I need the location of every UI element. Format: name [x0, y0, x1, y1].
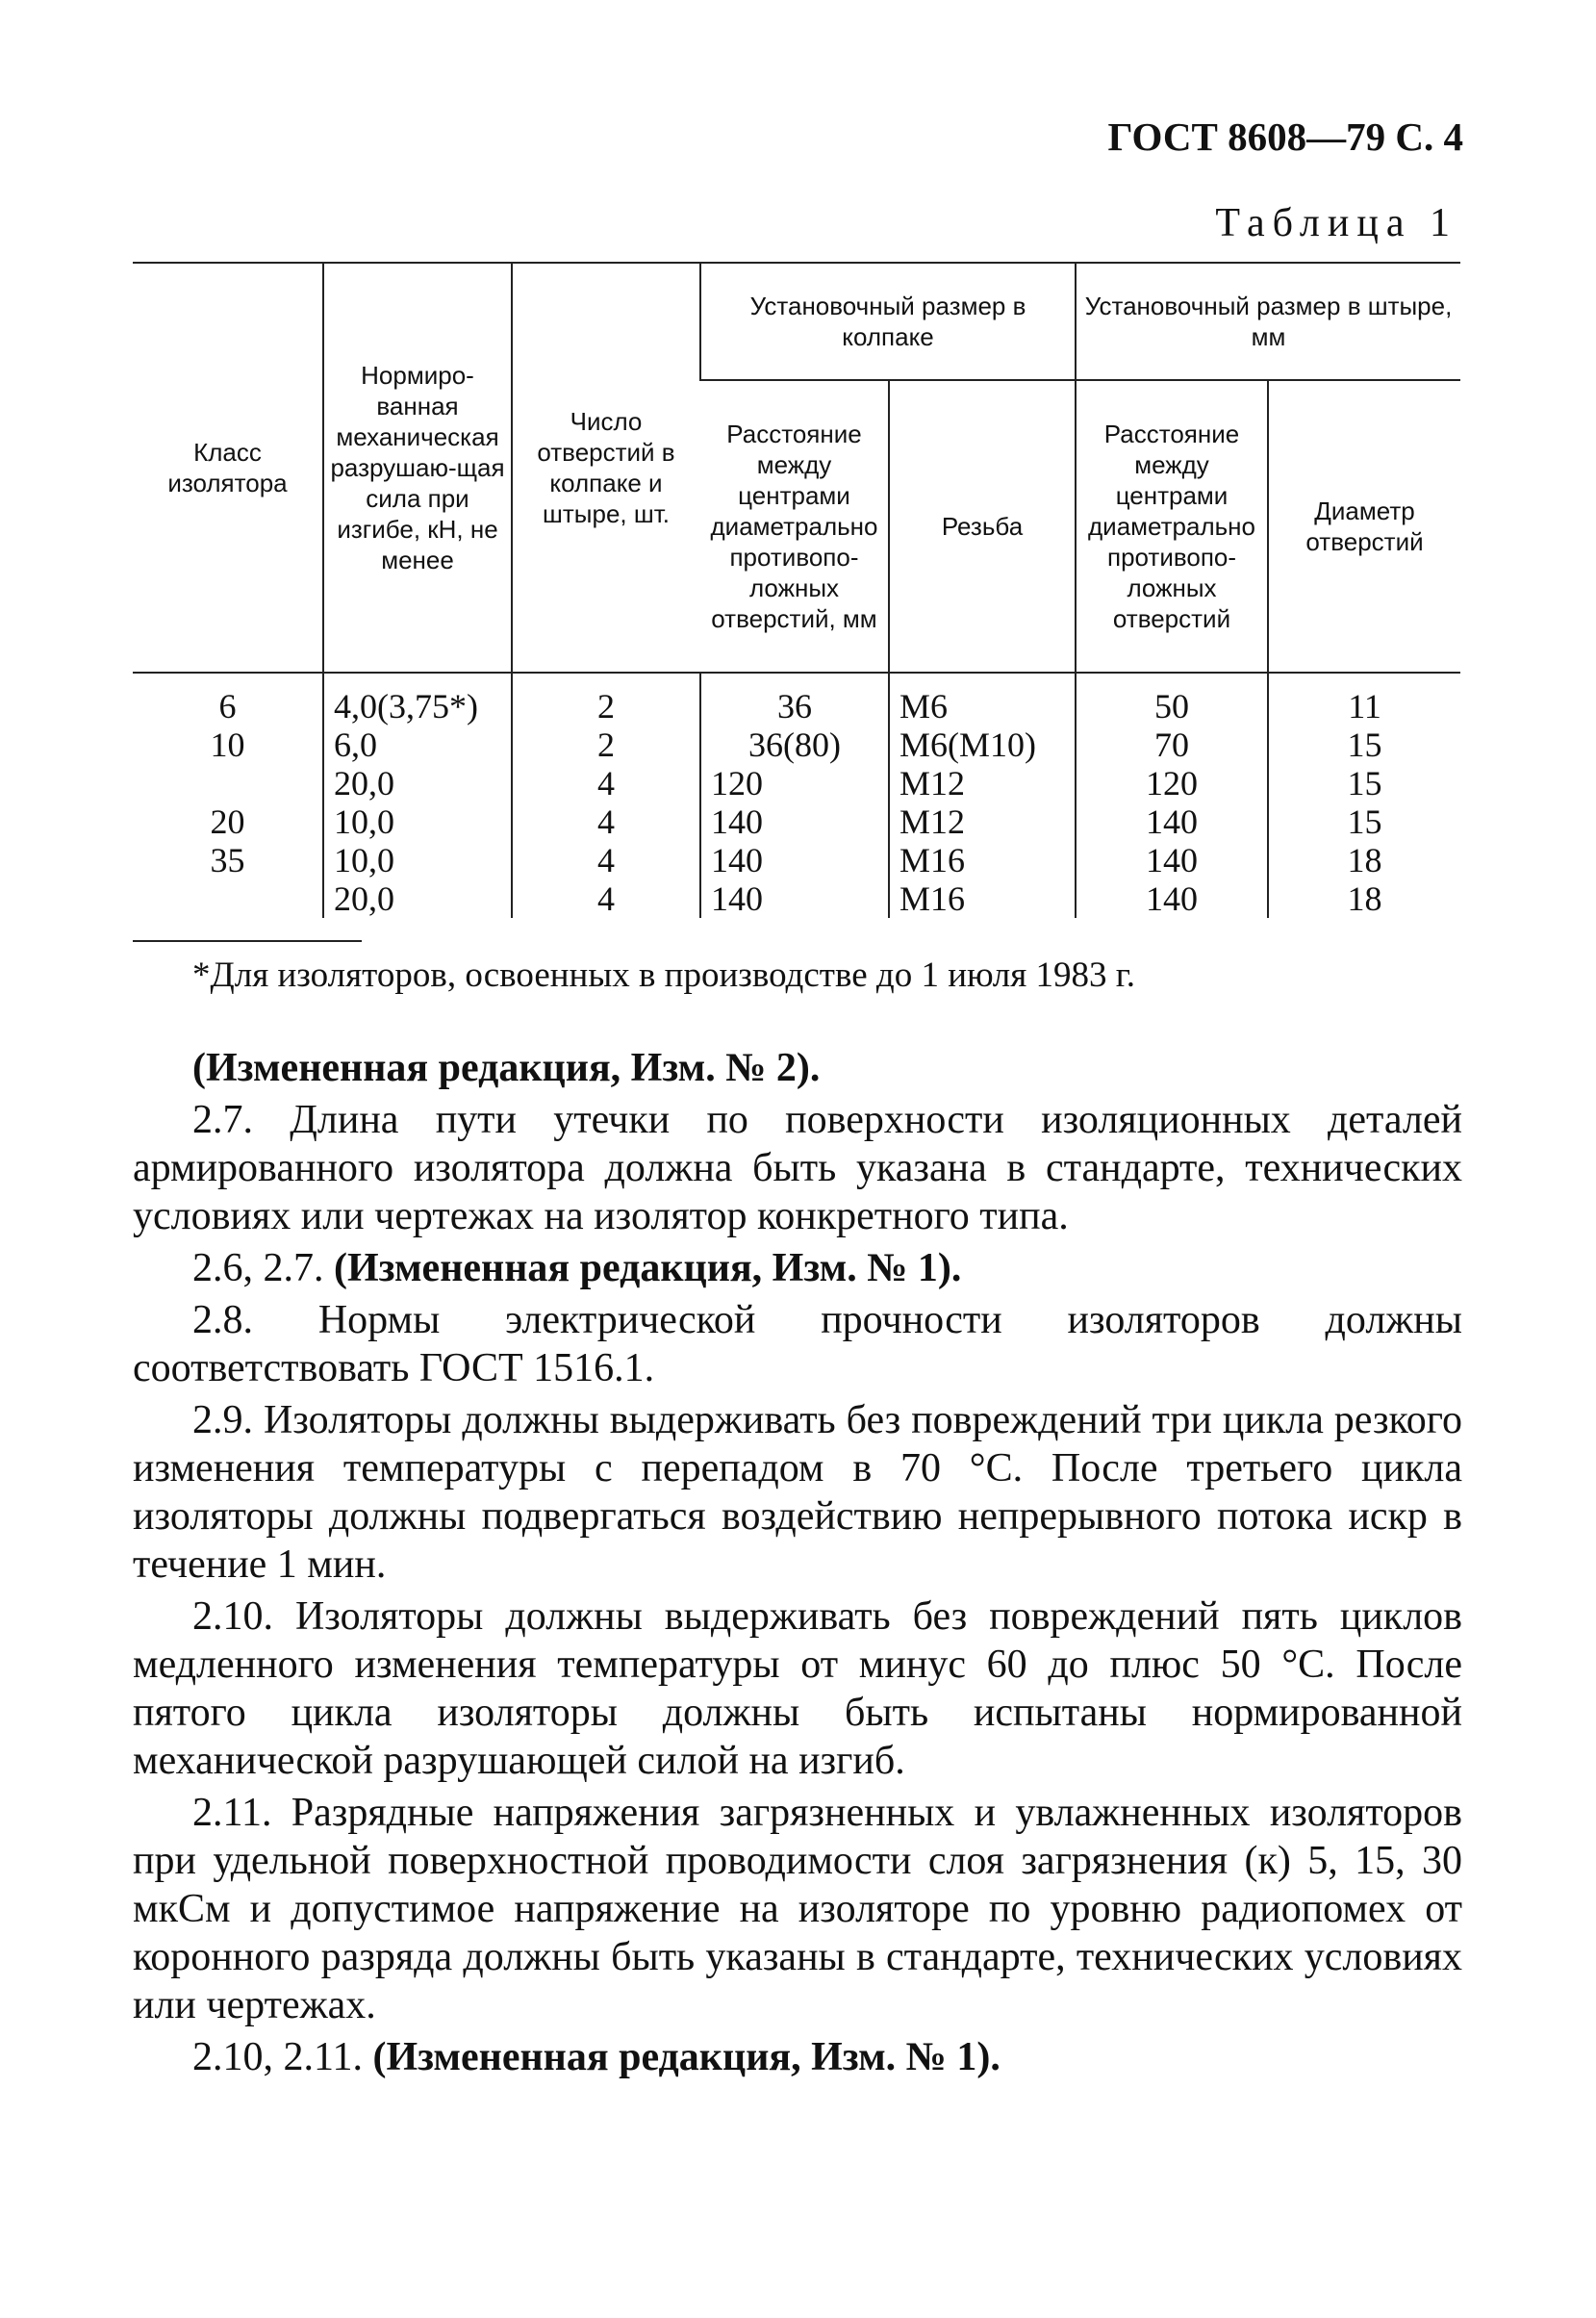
- cell-force: 10,0: [323, 802, 512, 841]
- cell-cap-distance: 140: [700, 841, 889, 879]
- cell-pin-distance: 140: [1076, 879, 1268, 918]
- header-thread: Резьба: [889, 380, 1076, 673]
- page-header: ГОСТ 8608—79 С. 4: [1107, 115, 1463, 159]
- header-holes: Число отверстий в колпаке и штыре, шт.: [512, 263, 700, 673]
- cell-class: 20: [210, 802, 245, 841]
- table-row: [133, 726, 1460, 764]
- paragraph-2-11: 2.11. Разрядные напряжения загрязненных и увлажненных изоляторов при удельной поверхностной проводимости слоя загрязнения (к) 5, 15, 30 мкСм и допустимое напряжение на изоляторе по уровню радиопомех от коронного разряда должны быть указаны в стандарте, технических условиях или чертежах.: [133, 1791, 1462, 2027]
- cell-thread: М6(М10): [889, 726, 1076, 764]
- clause-reference: 2.10, 2.11.: [192, 2035, 363, 2079]
- table-caption: Таблица 1: [1215, 201, 1457, 245]
- paragraph-amendment-2: [133, 1044, 1462, 1092]
- cell-thread: М12: [889, 802, 1076, 841]
- table-row: [133, 841, 1460, 879]
- table-footnote: *Для изоляторов, освоенных в производстве до 1 июля 1983 г.: [192, 955, 1135, 995]
- cell-pin-distance: 120: [1076, 764, 1268, 802]
- paragraph-2-8: 2.8. Нормы электрической прочности изоляторов должны соответствовать ГОСТ 1516.1.: [133, 1298, 1462, 1390]
- table-row: [133, 764, 1460, 802]
- table-row: [133, 673, 1460, 726]
- cell-holes: 4: [512, 764, 700, 802]
- cell-force: 20,0: [323, 764, 512, 802]
- cell-class: 6: [218, 687, 237, 726]
- cell-cap-distance: 36(80): [700, 726, 889, 764]
- header-pin-group: Установочный размер в штыре, мм: [1076, 263, 1460, 380]
- cell-diameter: 15: [1268, 802, 1460, 841]
- cell-cap-distance: 140: [700, 879, 889, 918]
- cell-thread: М16: [889, 841, 1076, 879]
- cell-diameter: 15: [1268, 764, 1460, 802]
- cell-pin-distance: 140: [1076, 802, 1268, 841]
- cell-class: 35: [210, 841, 245, 879]
- footnote-divider: [133, 940, 362, 942]
- cell-holes: 4: [512, 879, 700, 918]
- paragraph-2-10-2-11: [133, 2033, 1462, 2081]
- cell-holes: 2: [512, 673, 700, 726]
- amendment-note: (Измененная редакция, Изм. № 1).: [372, 2035, 1001, 2079]
- cell-class: 10: [210, 726, 245, 764]
- cell-pin-distance: 70: [1076, 726, 1268, 764]
- header-pin-distance: Расстояние между центрами диаметрально противопо-ложных отверстий: [1076, 380, 1268, 673]
- table-row: [133, 802, 1460, 841]
- clause-reference: 2.6, 2.7.: [192, 1246, 324, 1290]
- cell-thread: М12: [889, 764, 1076, 802]
- document-body: [133, 1044, 1462, 2085]
- cell-diameter: 18: [1268, 841, 1460, 879]
- paragraph-2-10: 2.10. Изоляторы должны выдерживать без повреждений пять циклов медленного изменения температуры от минус 60 до плюс 50 °С. После пятого цикла изоляторы должны быть испытаны нормированной механической разрушающей силой на изгиб.: [133, 1594, 1462, 1783]
- table-header-row: [133, 263, 1460, 380]
- paragraph-2-9: 2.9. Изоляторы должны выдерживать без повреждений три цикла резкого изменения температуры с перепадом в 70 °С. После третьего цикла изоляторы должны подвергаться воздействию непрерывного потока искр в течение 1 мин.: [133, 1398, 1462, 1587]
- cell-force: 20,0: [323, 879, 512, 918]
- table-row: [133, 879, 1460, 918]
- header-cap-group: Установочный размер в колпаке: [700, 263, 1076, 380]
- cell-thread: М16: [889, 879, 1076, 918]
- cell-holes: 2: [512, 726, 700, 764]
- cell-pin-distance: 140: [1076, 841, 1268, 879]
- cell-cap-distance: 36: [700, 673, 889, 726]
- cell-holes: 4: [512, 802, 700, 841]
- cell-force: 6,0: [323, 726, 512, 764]
- header-cap-distance: Расстояние между центрами диаметрально противопо-ложных отверстий, мм: [700, 380, 889, 673]
- cell-force: 10,0: [323, 841, 512, 879]
- insulator-table: [133, 262, 1460, 918]
- header-force: Нормиро-ванная механическая разрушаю-щая сила при изгибе, кН, не менее: [323, 263, 512, 673]
- header-class: Класс изолятора: [133, 263, 323, 673]
- cell-diameter: 11: [1268, 673, 1460, 726]
- cell-class: [133, 764, 323, 802]
- cell-thread: М6: [889, 673, 1076, 726]
- cell-diameter: 18: [1268, 879, 1460, 918]
- cell-cap-distance: 120: [700, 764, 889, 802]
- header-diameter: Диаметр отверстий: [1268, 380, 1460, 673]
- cell-cap-distance: 140: [700, 802, 889, 841]
- amendment-note: (Измененная редакция, Изм. № 1).: [334, 1246, 962, 1290]
- cell-class: [133, 879, 323, 918]
- cell-force: 4,0(3,75*): [323, 673, 512, 726]
- cell-pin-distance: 50: [1076, 673, 1268, 726]
- amendment-note: (Измененная редакция, Изм. № 2).: [192, 1046, 821, 1090]
- cell-diameter: 15: [1268, 726, 1460, 764]
- paragraph-2-6-2-7: [133, 1244, 1462, 1292]
- paragraph-2-7: 2.7. Длина пути утечки по поверхности изоляционных деталей армированного изолятора должна быть указана в стандарте, технических условиях или чертежах на изолятор конкретного типа.: [133, 1098, 1462, 1238]
- cell-holes: 4: [512, 841, 700, 879]
